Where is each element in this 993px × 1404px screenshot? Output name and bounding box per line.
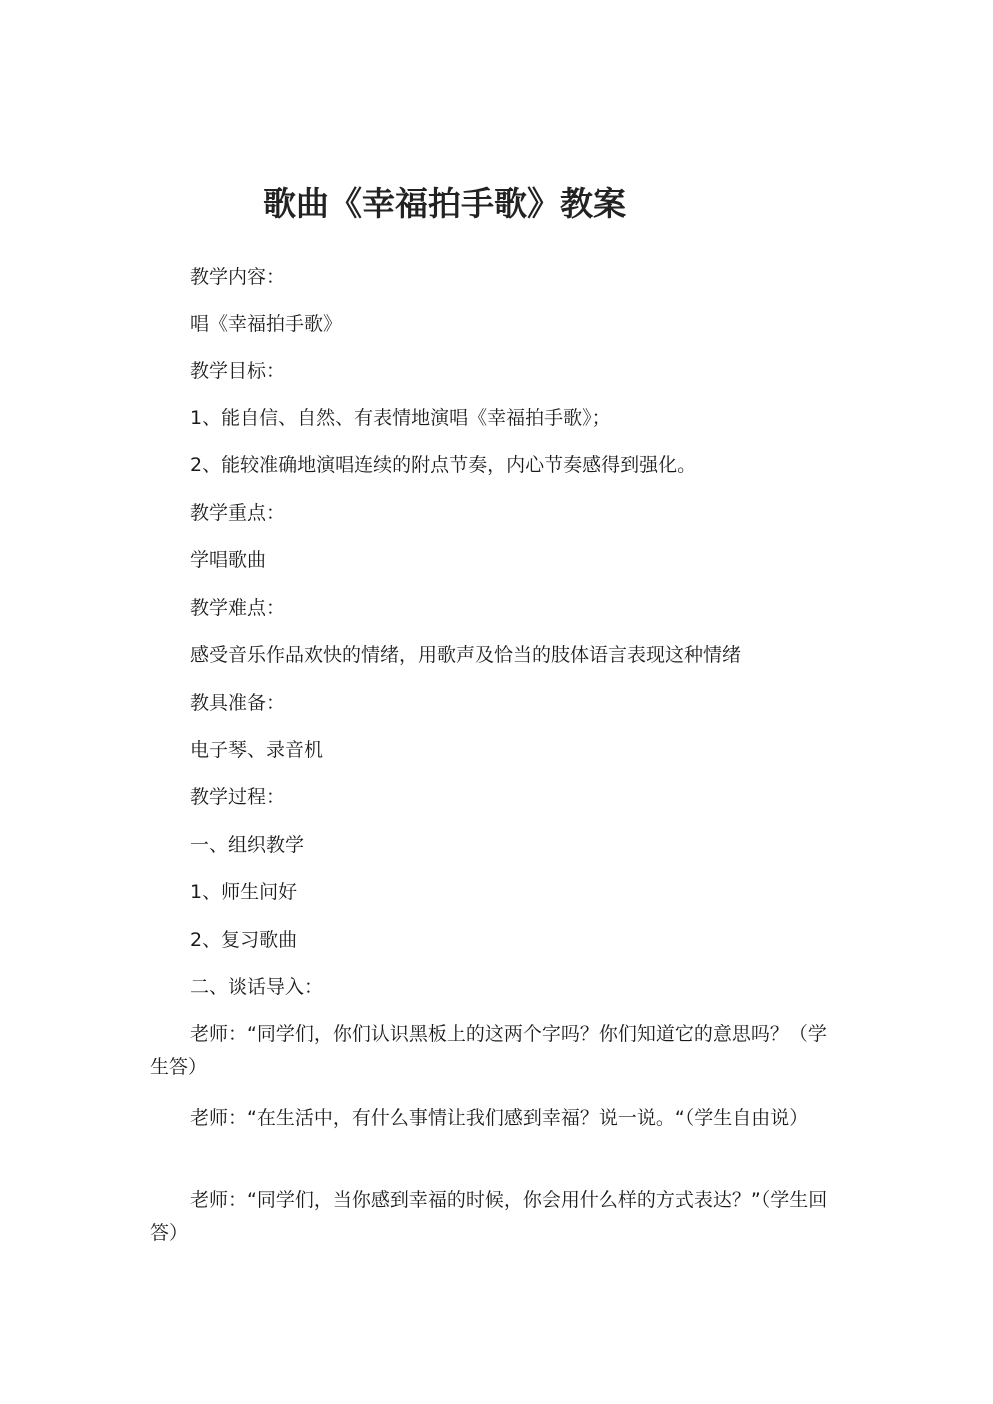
paragraph-dialogue: 老师：“同学们，当你感到幸福的时候，你会用什么样的方式表达？”（学生回答） xyxy=(150,1189,828,1244)
document-title: 歌曲《幸福拍手歌》教案 xyxy=(263,184,626,223)
paragraph: 学唱歌曲 xyxy=(190,549,267,571)
paragraph: 电子琴、录音机 xyxy=(190,739,324,761)
section-heading-content: 教学内容： xyxy=(190,266,286,288)
paragraph: 感受音乐作品欢快的情绪，用歌声及恰当的肢体语言表现这种情绪 xyxy=(190,644,742,666)
paragraph: 唱《幸福拍手歌》 xyxy=(190,313,343,335)
paragraph: 1、能自信、自然、有表情地演唱《幸福拍手歌》； xyxy=(190,407,611,429)
paragraph-dialogue: 老师：“在生活中，有什么事情让我们感到幸福？说一说。“（学生自由说） xyxy=(190,1107,809,1129)
paragraph: 一、组织教学 xyxy=(190,834,305,856)
section-heading-key-points: 教学重点： xyxy=(190,502,286,524)
section-heading-difficulties: 教学难点： xyxy=(190,597,286,619)
section-heading-goals: 教学目标： xyxy=(190,360,286,382)
paragraph: 二、谈话导入： xyxy=(190,976,324,998)
section-heading-process: 教学过程： xyxy=(190,786,286,808)
paragraph-dialogue: 老师：“同学们，你们认识黑板上的这两个字吗？你们知道它的意思吗？（学生答） xyxy=(150,1023,827,1078)
section-heading-materials: 教具准备： xyxy=(190,692,286,714)
paragraph: 2、复习歌曲 xyxy=(190,929,298,951)
paragraph: 2、能较准确地演唱连续的附点节奏，内心节奏感得到强化。 xyxy=(190,454,697,476)
paragraph: 1、师生问好 xyxy=(190,881,298,903)
